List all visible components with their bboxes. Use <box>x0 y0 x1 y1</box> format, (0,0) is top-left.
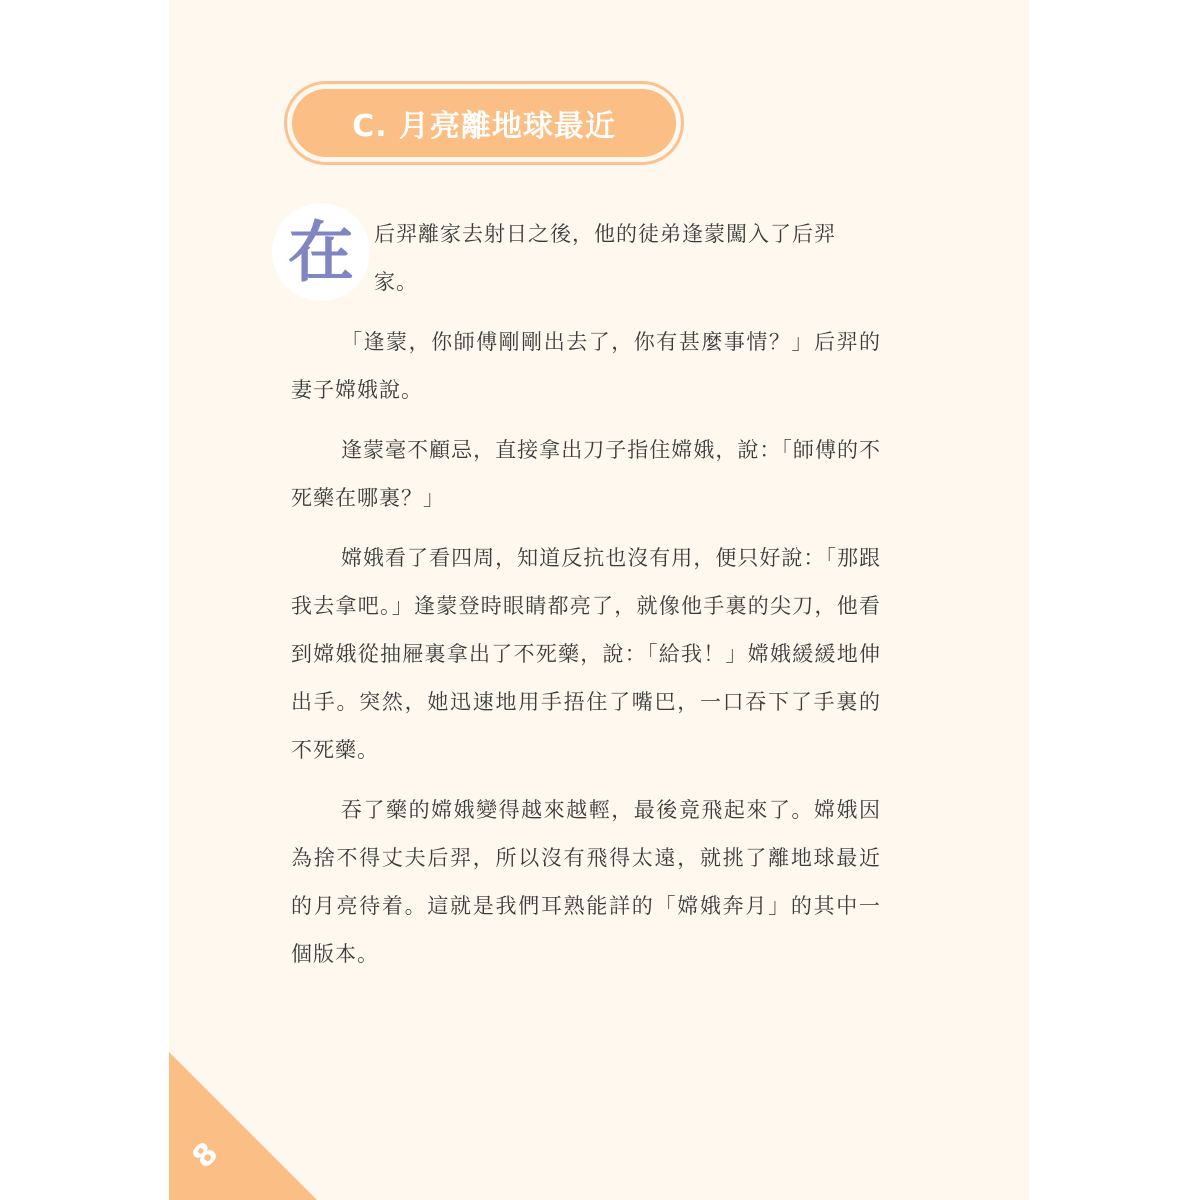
body-text <box>291 318 881 990</box>
paragraph-2: 「逢蒙，你師傅剛剛出去了，你有甚麼事情？」后羿的妻子嫦娥說。 <box>291 330 881 402</box>
drop-cap: 在 <box>288 214 354 291</box>
paragraph-4: 嫦娥看了看四周，知道反抗也沒有用，便只好說：「那跟我去拿吧。」逢蒙登時眼睛都亮了，就像他手裏的尖刀，他看到嫦娥從抽屜裏拿出了不死藥，說：「給我！」嫦娥緩緩地伸出手。突然，她迅速地用手捂住了嘴巴，一口吞下了手裏的不死藥。 <box>291 546 881 762</box>
book-page <box>169 0 1029 1200</box>
page-number: 8 <box>185 1135 226 1176</box>
section-title-badge <box>284 81 684 165</box>
section-title: C. 月亮離地球最近 <box>292 89 676 157</box>
paragraph-5: 吞了藥的嫦娥變得越來越輕，最後竟飛起來了。嫦娥因為捨不得丈夫后羿，所以沒有飛得太遠，就挑了離地球最近的月亮待着。這就是我們耳熟能詳的「嫦娥奔月」的其中一個版本。 <box>291 798 881 966</box>
paragraph-1: 后羿離家去射日之後，他的徒弟逢蒙闖入了后羿家。 <box>374 222 836 294</box>
paragraph-3: 逢蒙毫不顧忌，直接拿出刀子指住嫦娥，說：「師傅的不死藥在哪裏？」 <box>291 438 881 510</box>
page-corner-decoration <box>169 1052 317 1200</box>
